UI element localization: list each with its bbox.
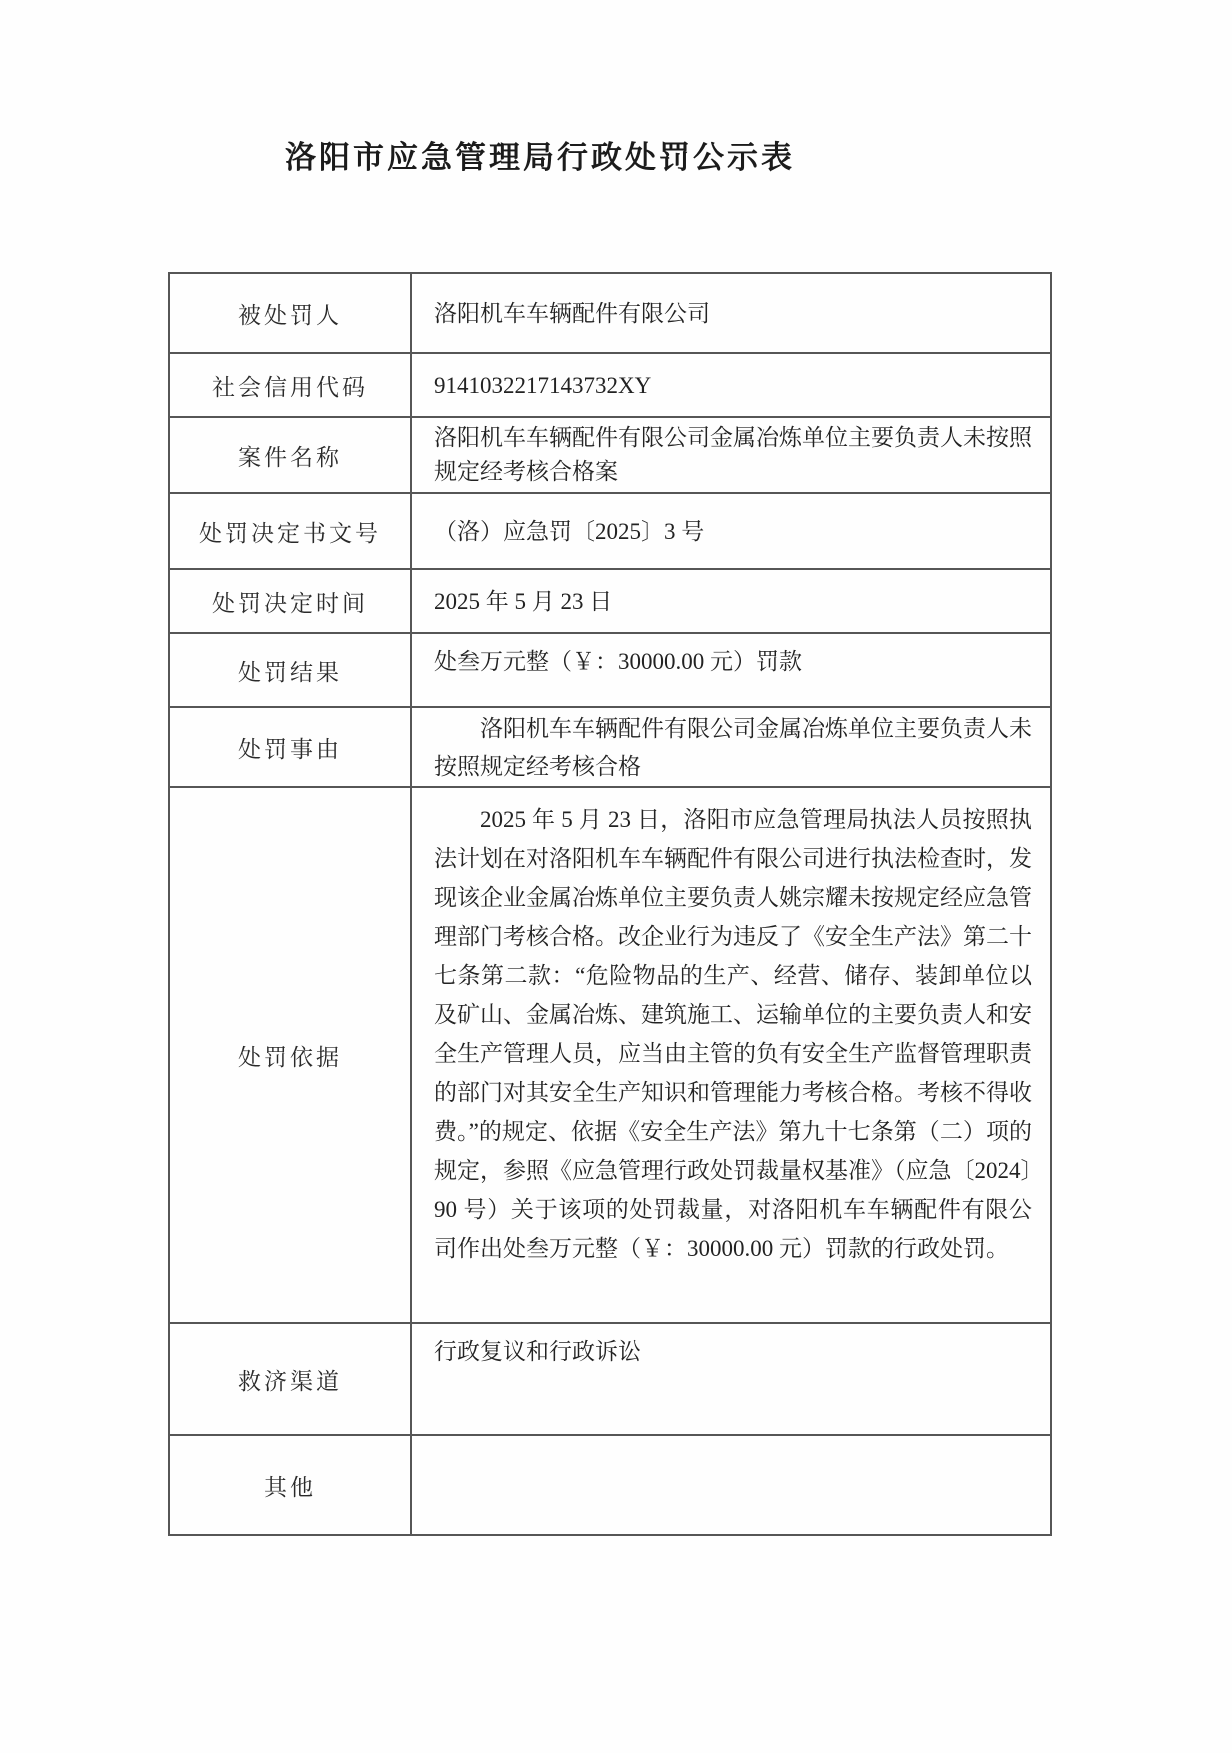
row-label: 处罚依据 [170, 788, 412, 1322]
row-label: 被处罚人 [170, 274, 412, 352]
row-value: 洛阳机车车辆配件有限公司金属冶炼单位主要负责人未按照规定经考核合格案 [434, 425, 1032, 484]
row-value: 9141032217143732XY [434, 372, 652, 398]
row-other [170, 1434, 1050, 1534]
row-credit-code [170, 352, 1050, 416]
row-value [412, 1436, 1050, 1534]
row-value: 洛阳机车车辆配件有限公司 [434, 300, 710, 326]
row-label: 处罚决定时间 [170, 570, 412, 632]
row-decision-date [170, 568, 1050, 632]
row-penalty-basis [170, 786, 1050, 1322]
row-label: 案件名称 [170, 418, 412, 492]
row-remedy-channel [170, 1322, 1050, 1434]
row-label: 其他 [170, 1436, 412, 1534]
row-label: 处罚结果 [170, 634, 412, 706]
document-title: 洛阳市应急管理局行政处罚公示表 [285, 140, 795, 175]
row-label: 处罚决定书文号 [170, 494, 412, 568]
row-value: 处叁万元整（￥：30000.00 元）罚款 [434, 649, 802, 674]
row-label: 社会信用代码 [170, 354, 412, 416]
row-value: 行政复议和行政诉讼 [434, 1339, 641, 1364]
row-case-name [170, 416, 1050, 492]
row-penalty-reason [170, 706, 1050, 786]
row-penalized-party [170, 274, 1050, 352]
row-decision-number [170, 492, 1050, 568]
row-label: 处罚事由 [170, 708, 412, 786]
row-label: 救济渠道 [170, 1324, 412, 1434]
row-value: 洛阳机车车辆配件有限公司金属冶炼单位主要负责人未按照规定经考核合格 [434, 716, 1032, 779]
row-penalty-result [170, 632, 1050, 706]
penalty-table [168, 272, 1052, 1536]
row-value: 2025 年 5 月 23 日 [434, 588, 613, 614]
row-value: （洛）应急罚〔2025〕3 号 [434, 518, 705, 544]
row-value: 2025 年 5 月 23 日，洛阳市应急管理局执法人员按照执法计划在对洛阳机车车辆配件有限公司进行执法检查时，发现该企业金属冶炼单位主要负责人姚宗耀未按规定经应急管理部门考核合格。改企业行为违反了《安全生产法》第二十七条第二款：“危险物品的生产、经营、储存、装卸单位以及矿山、金属冶炼、建筑施工、运输单位的主要负责人和安全生产管理人员，应当由主管的负有安全生产监督管理职责的部门对其安全生产知识和管理能力考核合格。考核不得收费。”的规定、依据《安全生产法》第九十七条第（二）项的规定，参照《应急管理行政处罚裁量权基准》（应急〔2024〕90 号）关于该项的处罚裁量，对洛阳机车车辆配件有限公司作出处叁万元整（￥：30000.00 元）罚款的行政处罚。 [434, 807, 1032, 1261]
